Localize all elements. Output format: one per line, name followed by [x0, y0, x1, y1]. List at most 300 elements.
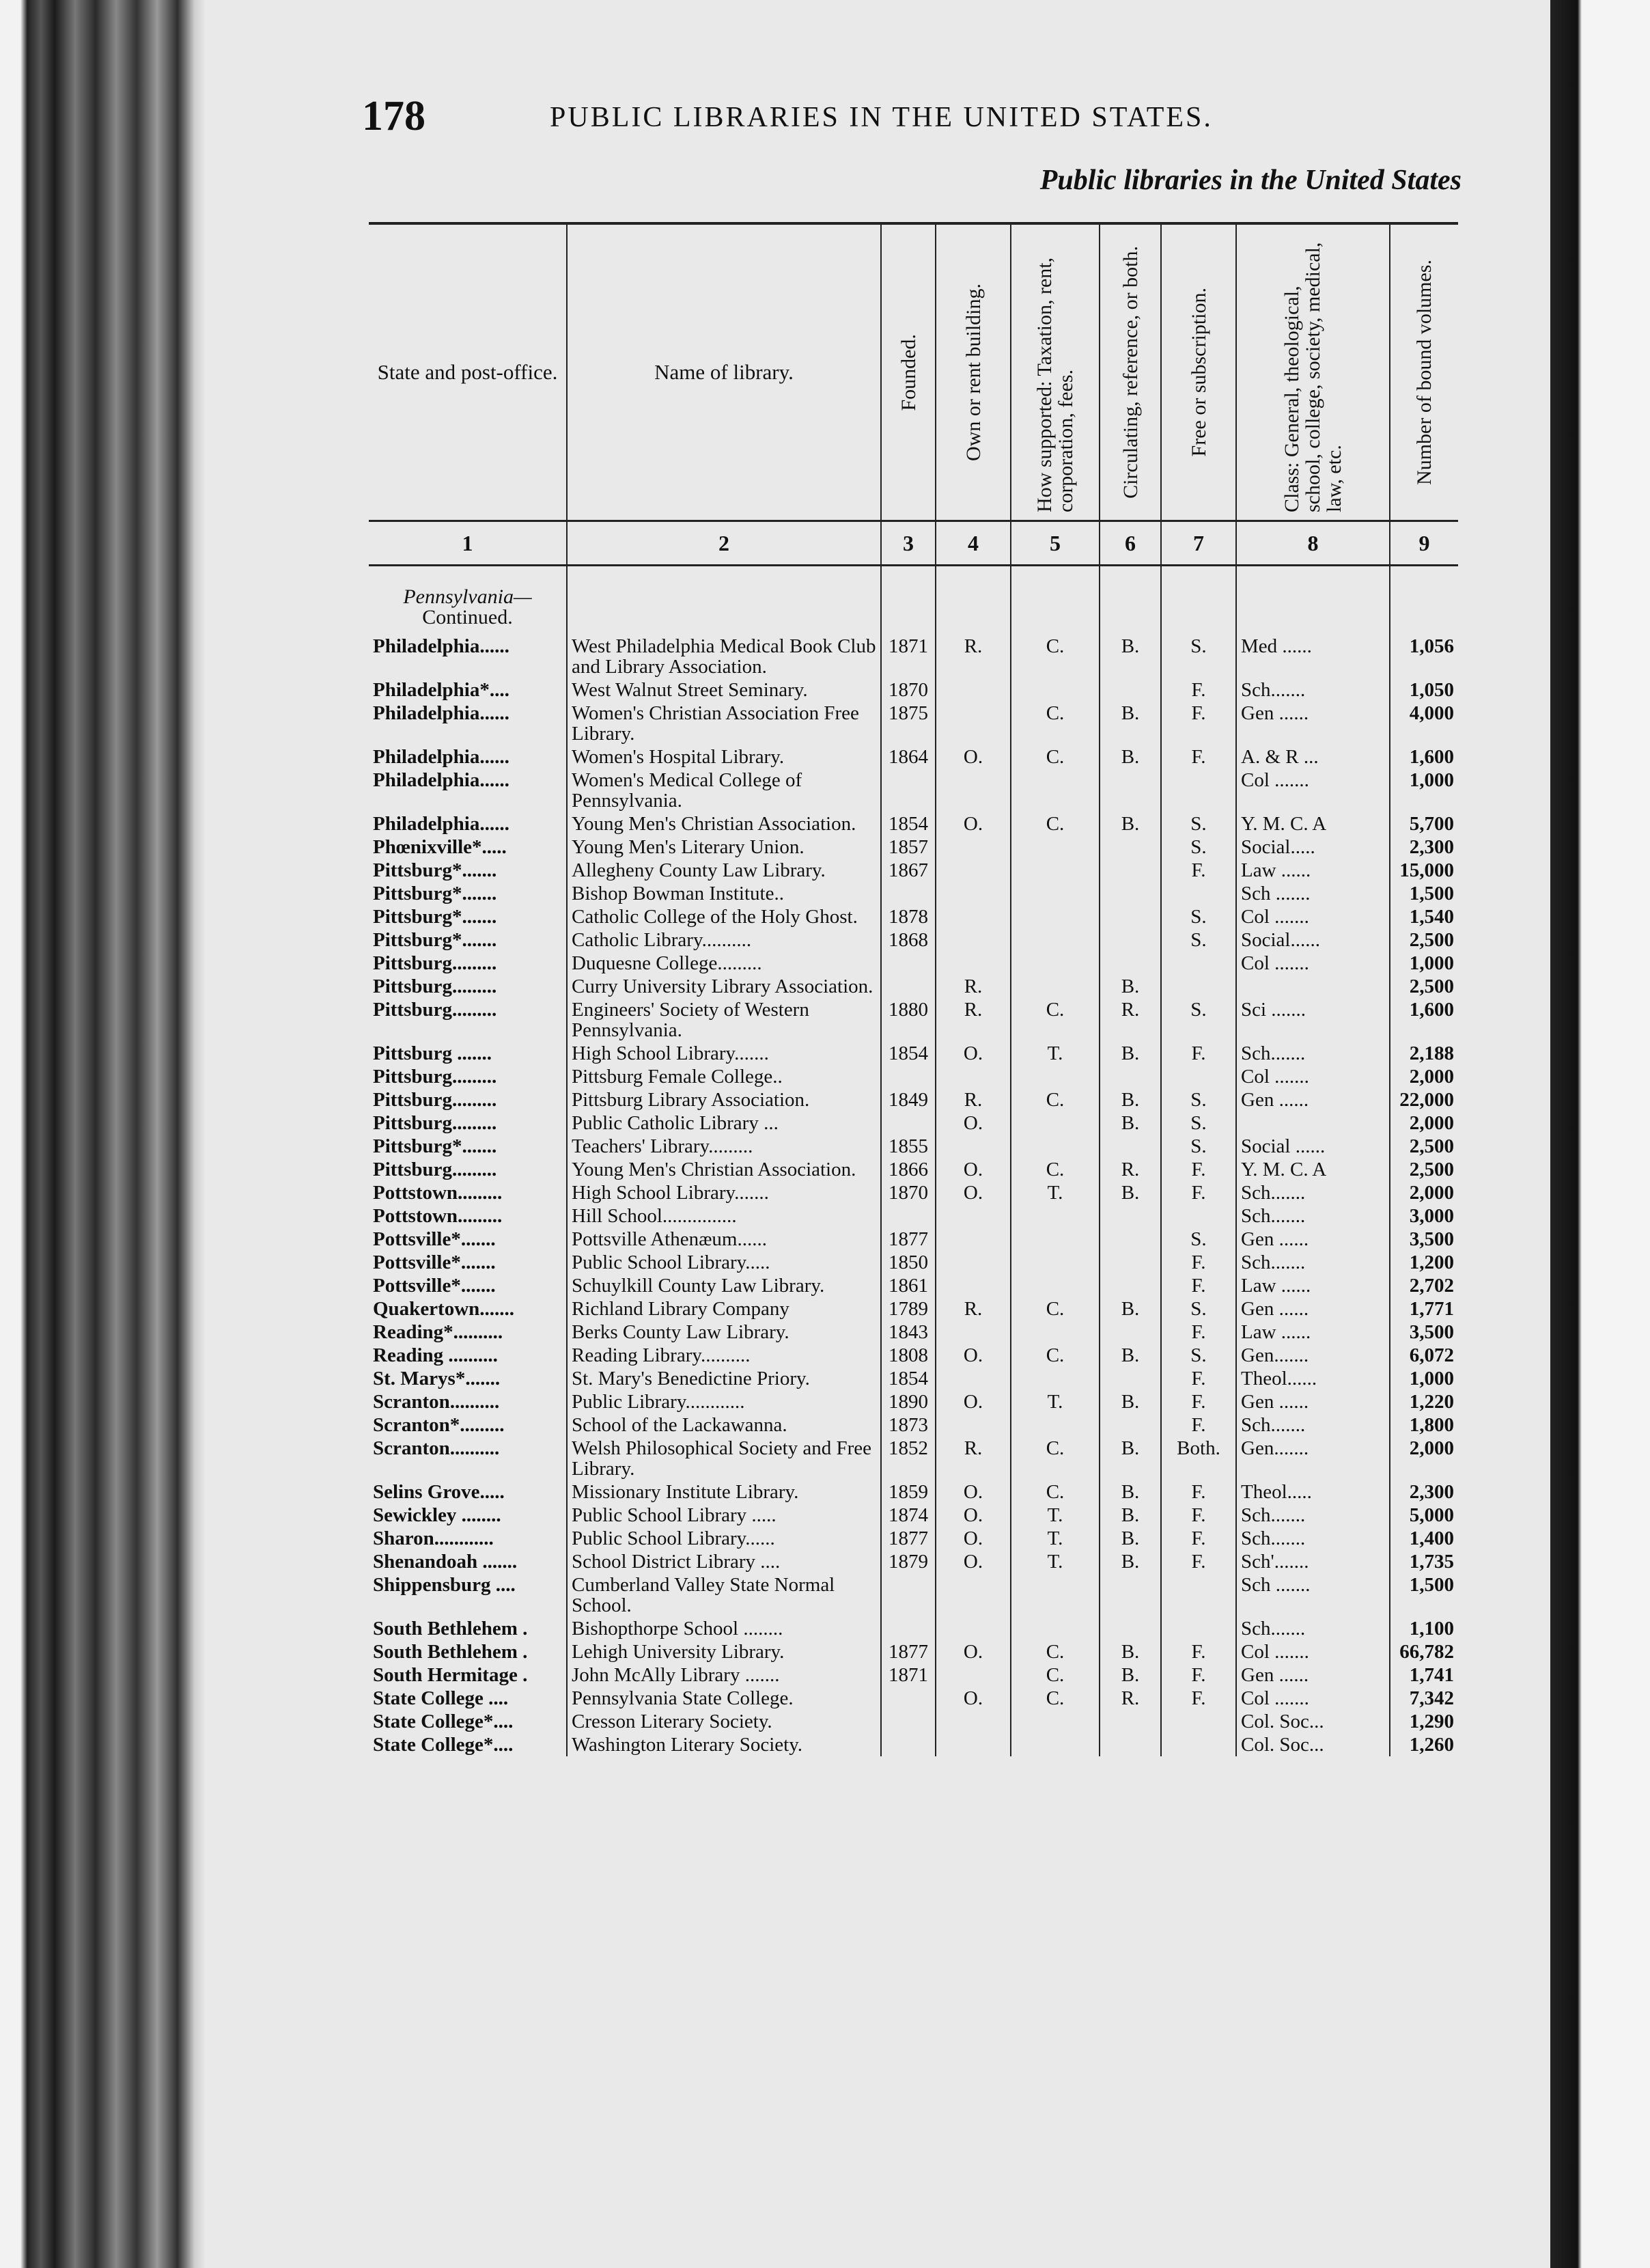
library-name-cell: Washington Literary Society.	[567, 1733, 881, 1756]
building-cell	[936, 702, 1011, 745]
class-cell: Col .......	[1236, 1640, 1390, 1663]
free-cell: F.	[1161, 1181, 1236, 1204]
building-cell: O.	[936, 1181, 1011, 1204]
circulating-cell	[1100, 678, 1161, 702]
table-row	[369, 882, 1458, 905]
building-cell	[936, 1710, 1011, 1733]
building-cell	[936, 928, 1011, 952]
table-row	[369, 1437, 1458, 1480]
post-office-cell: Pittsburg*.......	[373, 929, 497, 951]
post-office-cell: State College*....	[373, 1711, 514, 1732]
circulating-cell: B.	[1100, 1390, 1161, 1413]
class-cell: Sch.......	[1236, 1413, 1390, 1437]
class-cell: Theol......	[1236, 1367, 1390, 1390]
post-office-cell: Pittsburg.........	[373, 976, 497, 997]
building-cell	[936, 1320, 1011, 1344]
class-cell: Sch.......	[1236, 1617, 1390, 1640]
circulating-cell: B.	[1100, 1088, 1161, 1111]
post-office-cell: Pittsburg.........	[373, 1089, 497, 1111]
table-row	[369, 1042, 1458, 1065]
table-row	[369, 1297, 1458, 1320]
post-office-cell: Pittsburg*.......	[373, 1135, 497, 1157]
post-office-cell: South Bethlehem .	[373, 1641, 528, 1663]
library-name-cell: Women's Christian Association Free Library.	[567, 702, 881, 745]
library-name-cell: Bishop Bowman Institute..	[567, 882, 881, 905]
support-cell	[1011, 1573, 1100, 1617]
support-cell	[1011, 975, 1100, 998]
column-number: 5	[1011, 521, 1100, 566]
circulating-cell: R.	[1100, 1158, 1161, 1181]
free-cell: F.	[1161, 678, 1236, 702]
circulating-cell	[1100, 835, 1161, 859]
founded-cell	[881, 1687, 936, 1710]
library-name-cell: Teachers' Library.........	[567, 1135, 881, 1158]
page-number: 178	[362, 93, 425, 139]
table-title: Public libraries in the United States	[1039, 165, 1462, 196]
library-name-cell: St. Mary's Benedictine Priory.	[567, 1367, 881, 1390]
building-cell	[936, 859, 1011, 882]
free-cell	[1161, 1617, 1236, 1640]
volumes-cell: 7,342	[1390, 1687, 1458, 1710]
free-cell: Both.	[1161, 1437, 1236, 1480]
post-office-cell: South Hermitage .	[373, 1664, 528, 1686]
free-cell: F.	[1161, 859, 1236, 882]
column-header-building: Own or rent building.	[936, 223, 1011, 521]
volumes-cell: 2,500	[1390, 1135, 1458, 1158]
building-cell	[936, 769, 1011, 812]
founded-cell: 1854	[881, 812, 936, 835]
free-cell	[1161, 952, 1236, 975]
free-cell: F.	[1161, 1527, 1236, 1550]
class-cell: Gen ......	[1236, 1663, 1390, 1687]
support-cell: C.	[1011, 1297, 1100, 1320]
class-cell: Y. M. C. A	[1236, 812, 1390, 835]
library-name-cell: Allegheny County Law Library.	[567, 859, 881, 882]
post-office-cell: Pittsburg.........	[373, 952, 497, 974]
building-cell: O.	[936, 1111, 1011, 1135]
volumes-cell: 1,200	[1390, 1251, 1458, 1274]
support-cell: C.	[1011, 1088, 1100, 1111]
volumes-cell: 1,220	[1390, 1390, 1458, 1413]
table-row	[369, 1367, 1458, 1390]
volumes-cell: 1,400	[1390, 1527, 1458, 1550]
free-cell: F.	[1161, 1320, 1236, 1344]
library-name-cell: Hill School...............	[567, 1204, 881, 1228]
library-name-cell: Reading Library..........	[567, 1344, 881, 1367]
volumes-cell: 3,500	[1390, 1228, 1458, 1251]
post-office-cell: State College*....	[373, 1734, 514, 1756]
class-cell: Sch'.......	[1236, 1550, 1390, 1573]
column-header-circulating: Circulating, reference, or both.	[1100, 223, 1161, 521]
building-cell: R.	[936, 1088, 1011, 1111]
class-cell: Col .......	[1236, 769, 1390, 812]
circulating-cell	[1100, 905, 1161, 928]
post-office-cell: Shippensburg ....	[373, 1574, 516, 1596]
circulating-cell: B.	[1100, 1663, 1161, 1687]
circulating-cell: B.	[1100, 1344, 1161, 1367]
post-office-cell: Phœnixville*.....	[373, 836, 507, 858]
class-cell: Gen ......	[1236, 1088, 1390, 1111]
post-office-cell: Pottstown.........	[373, 1182, 503, 1204]
table-row	[369, 1390, 1458, 1413]
post-office-cell: Reading ..........	[373, 1344, 498, 1366]
volumes-cell: 1,500	[1390, 882, 1458, 905]
volumes-cell: 1,735	[1390, 1550, 1458, 1573]
support-cell: C.	[1011, 812, 1100, 835]
circulating-cell: B.	[1100, 702, 1161, 745]
column-header-support: How supported: Taxation, rent, corporation, fees.	[1011, 223, 1100, 521]
support-cell	[1011, 1111, 1100, 1135]
section-heading: Pennsylvania— Continued.	[403, 585, 532, 628]
circulating-cell	[1100, 769, 1161, 812]
table-row	[369, 702, 1458, 745]
class-cell: Col. Soc...	[1236, 1710, 1390, 1733]
support-cell: T.	[1011, 1527, 1100, 1550]
volumes-cell: 2,300	[1390, 1480, 1458, 1504]
founded-cell: 1890	[881, 1390, 936, 1413]
volumes-cell: 2,000	[1390, 1437, 1458, 1480]
library-name-cell: Engineers' Society of Western Pennsylvania.	[567, 998, 881, 1042]
circulating-cell: B.	[1100, 745, 1161, 769]
building-cell	[936, 1617, 1011, 1640]
building-cell	[936, 678, 1011, 702]
circulating-cell: R.	[1100, 1687, 1161, 1710]
volumes-cell: 22,000	[1390, 1088, 1458, 1111]
library-name-cell: Catholic Library..........	[567, 928, 881, 952]
circulating-cell: B.	[1100, 1181, 1161, 1204]
free-cell: F.	[1161, 1687, 1236, 1710]
building-cell: R.	[936, 975, 1011, 998]
support-cell	[1011, 1204, 1100, 1228]
post-office-cell: Pittsburg*.......	[373, 859, 497, 881]
free-cell: S.	[1161, 1228, 1236, 1251]
founded-cell	[881, 952, 936, 975]
table-row	[369, 1274, 1458, 1297]
free-cell: F.	[1161, 1640, 1236, 1663]
library-name-cell: Public School Library.....	[567, 1251, 881, 1274]
volumes-cell: 1,260	[1390, 1733, 1458, 1756]
free-cell: F.	[1161, 1413, 1236, 1437]
post-office-cell: Shenandoah .......	[373, 1551, 518, 1573]
volumes-cell: 4,000	[1390, 702, 1458, 745]
building-cell: O.	[936, 1158, 1011, 1181]
class-cell: Law ......	[1236, 1320, 1390, 1344]
volumes-cell: 6,072	[1390, 1344, 1458, 1367]
founded-cell: 1870	[881, 1181, 936, 1204]
circulating-cell: B.	[1100, 1640, 1161, 1663]
support-cell: C.	[1011, 1437, 1100, 1480]
column-header-row	[369, 223, 1458, 521]
post-office-cell: Pottsville*.......	[373, 1275, 496, 1297]
table-row	[369, 1663, 1458, 1687]
free-cell: S.	[1161, 835, 1236, 859]
building-cell: O.	[936, 1344, 1011, 1367]
post-office-cell: State College ....	[373, 1687, 509, 1709]
library-name-cell: Duquesne College.........	[567, 952, 881, 975]
volumes-cell: 1,600	[1390, 745, 1458, 769]
founded-cell: 1877	[881, 1640, 936, 1663]
table-row	[369, 952, 1458, 975]
building-cell	[936, 1135, 1011, 1158]
founded-cell	[881, 1111, 936, 1135]
library-name-cell: Welsh Philosophical Society and Free Library.	[567, 1437, 881, 1480]
volumes-cell: 2,000	[1390, 1065, 1458, 1088]
table-row	[369, 1413, 1458, 1437]
support-cell: C.	[1011, 1640, 1100, 1663]
free-cell: S.	[1161, 1135, 1236, 1158]
support-cell	[1011, 1710, 1100, 1733]
founded-cell: 1789	[881, 1297, 936, 1320]
volumes-cell: 1,100	[1390, 1617, 1458, 1640]
class-cell: Law ......	[1236, 859, 1390, 882]
post-office-cell: Reading*..........	[373, 1321, 503, 1343]
library-name-cell: Cresson Literary Society.	[567, 1710, 881, 1733]
volumes-cell: 15,000	[1390, 859, 1458, 882]
circulating-cell	[1100, 1320, 1161, 1344]
library-name-cell: John McAlly Library .......	[567, 1663, 881, 1687]
support-cell: C.	[1011, 1158, 1100, 1181]
column-header-volumes: Number of bound volumes.	[1390, 223, 1458, 521]
library-name-cell: Catholic College of the Holy Ghost.	[567, 905, 881, 928]
library-name-cell: High School Library.......	[567, 1042, 881, 1065]
free-cell: S.	[1161, 1344, 1236, 1367]
column-number: 6	[1100, 521, 1161, 566]
post-office-cell: Philadelphia......	[373, 635, 509, 657]
building-cell: R.	[936, 1437, 1011, 1480]
free-cell	[1161, 975, 1236, 998]
library-name-cell: Lehigh University Library.	[567, 1640, 881, 1663]
support-cell	[1011, 882, 1100, 905]
circulating-cell: B.	[1100, 1111, 1161, 1135]
building-cell: R.	[936, 1297, 1011, 1320]
circulating-cell	[1100, 1135, 1161, 1158]
post-office-cell: Scranton..........	[373, 1437, 500, 1459]
column-number: 2	[567, 521, 881, 566]
founded-cell: 1874	[881, 1504, 936, 1527]
founded-cell: 1861	[881, 1274, 936, 1297]
post-office-cell: Sewickley ........	[373, 1504, 501, 1526]
volumes-cell: 3,500	[1390, 1320, 1458, 1344]
founded-cell	[881, 975, 936, 998]
volumes-cell: 2,702	[1390, 1274, 1458, 1297]
class-cell: Sch.......	[1236, 1042, 1390, 1065]
table-row	[369, 745, 1458, 769]
support-cell: T.	[1011, 1504, 1100, 1527]
library-name-cell: Pittsburg Library Association.	[567, 1088, 881, 1111]
building-cell	[936, 1274, 1011, 1297]
library-name-cell: Women's Hospital Library.	[567, 745, 881, 769]
free-cell: S.	[1161, 928, 1236, 952]
circulating-cell: B.	[1100, 1297, 1161, 1320]
class-cell: Law ......	[1236, 1274, 1390, 1297]
library-name-cell: School District Library ....	[567, 1550, 881, 1573]
circulating-cell	[1100, 1617, 1161, 1640]
library-name-cell: Young Men's Christian Association.	[567, 812, 881, 835]
support-cell: T.	[1011, 1181, 1100, 1204]
volumes-cell: 3,000	[1390, 1204, 1458, 1228]
circulating-cell: B.	[1100, 1480, 1161, 1504]
post-office-cell: Pittsburg.........	[373, 999, 497, 1021]
class-cell: Social ......	[1236, 1135, 1390, 1158]
post-office-cell: Pottsville*.......	[373, 1251, 496, 1273]
volumes-cell: 1,540	[1390, 905, 1458, 928]
free-cell: F.	[1161, 1158, 1236, 1181]
support-cell	[1011, 1733, 1100, 1756]
founded-cell: 1877	[881, 1527, 936, 1550]
volumes-cell: 2,500	[1390, 975, 1458, 998]
table-row	[369, 1504, 1458, 1527]
post-office-cell: Scranton..........	[373, 1391, 500, 1413]
post-office-cell: Philadelphia*....	[373, 679, 509, 701]
building-cell: O.	[936, 745, 1011, 769]
founded-cell: 1878	[881, 905, 936, 928]
building-cell	[936, 905, 1011, 928]
library-name-cell: High School Library.......	[567, 1181, 881, 1204]
column-header-state: State and post-office.	[369, 223, 567, 521]
founded-cell	[881, 882, 936, 905]
table-row	[369, 1065, 1458, 1088]
column-header-founded: Founded.	[881, 223, 936, 521]
library-name-cell: Schuylkill County Law Library.	[567, 1274, 881, 1297]
column-number: 4	[936, 521, 1011, 566]
table-row	[369, 1480, 1458, 1504]
class-cell	[1236, 975, 1390, 998]
library-name-cell: Curry University Library Association.	[567, 975, 881, 998]
section-row	[369, 566, 1458, 635]
table-row	[369, 1344, 1458, 1367]
circulating-cell	[1100, 928, 1161, 952]
support-cell	[1011, 1065, 1100, 1088]
volumes-cell: 2,300	[1390, 835, 1458, 859]
library-name-cell: Richland Library Company	[567, 1297, 881, 1320]
volumes-cell: 1,771	[1390, 1297, 1458, 1320]
library-name-cell: Berks County Law Library.	[567, 1320, 881, 1344]
circulating-cell: B.	[1100, 1504, 1161, 1527]
founded-cell: 1859	[881, 1480, 936, 1504]
circulating-cell	[1100, 1274, 1161, 1297]
table-row	[369, 1710, 1458, 1733]
class-cell: Col .......	[1236, 1065, 1390, 1088]
founded-cell	[881, 1617, 936, 1640]
table-row	[369, 998, 1458, 1042]
column-number: 1	[369, 521, 567, 566]
founded-cell: 1843	[881, 1320, 936, 1344]
library-name-cell: Missionary Institute Library.	[567, 1480, 881, 1504]
volumes-cell: 2,500	[1390, 1158, 1458, 1181]
volumes-cell: 66,782	[1390, 1640, 1458, 1663]
class-cell: Gen ......	[1236, 1228, 1390, 1251]
support-cell	[1011, 905, 1100, 928]
free-cell: S.	[1161, 905, 1236, 928]
library-name-cell: Pottsville Athenæum......	[567, 1228, 881, 1251]
free-cell: F.	[1161, 1480, 1236, 1504]
library-name-cell: Public School Library .....	[567, 1504, 881, 1527]
founded-cell: 1857	[881, 835, 936, 859]
circulating-cell: B.	[1100, 812, 1161, 835]
support-cell: T.	[1011, 1390, 1100, 1413]
post-office-cell: Pottsville*.......	[373, 1228, 496, 1250]
support-cell	[1011, 678, 1100, 702]
founded-cell: 1873	[881, 1413, 936, 1437]
circulating-cell: B.	[1100, 1437, 1161, 1480]
free-cell: F.	[1161, 1390, 1236, 1413]
table-row	[369, 1573, 1458, 1617]
circulating-cell	[1100, 1065, 1161, 1088]
circulating-cell	[1100, 1204, 1161, 1228]
free-cell: S.	[1161, 1111, 1236, 1135]
class-cell: Social.....	[1236, 835, 1390, 859]
founded-cell: 1866	[881, 1158, 936, 1181]
support-cell	[1011, 1228, 1100, 1251]
post-office-cell: Pittsburg*.......	[373, 906, 497, 928]
building-cell: O.	[936, 1480, 1011, 1504]
free-cell: F.	[1161, 745, 1236, 769]
support-cell: C.	[1011, 702, 1100, 745]
free-cell: S.	[1161, 635, 1236, 678]
founded-cell: 1849	[881, 1088, 936, 1111]
column-number-row	[369, 521, 1458, 566]
volumes-cell: 1,800	[1390, 1413, 1458, 1437]
table-row	[369, 1617, 1458, 1640]
building-cell: R.	[936, 998, 1011, 1042]
building-cell	[936, 1367, 1011, 1390]
library-name-cell: Public Catholic Library ...	[567, 1111, 881, 1135]
table-row	[369, 1251, 1458, 1274]
post-office-cell: Pittsburg .......	[373, 1042, 492, 1064]
building-cell	[936, 1733, 1011, 1756]
building-cell	[936, 1204, 1011, 1228]
building-cell: O.	[936, 1640, 1011, 1663]
circulating-cell	[1100, 1413, 1161, 1437]
table-row	[369, 1111, 1458, 1135]
post-office-cell: Pittsburg.........	[373, 1112, 497, 1134]
founded-cell: 1879	[881, 1550, 936, 1573]
library-name-cell: Public School Library......	[567, 1527, 881, 1550]
support-cell	[1011, 952, 1100, 975]
building-cell	[936, 1663, 1011, 1687]
free-cell: S.	[1161, 998, 1236, 1042]
free-cell: F.	[1161, 1550, 1236, 1573]
class-cell: Social......	[1236, 928, 1390, 952]
class-cell: Theol.....	[1236, 1480, 1390, 1504]
founded-cell: 1870	[881, 678, 936, 702]
class-cell: Sch .......	[1236, 1573, 1390, 1617]
page	[205, 0, 1550, 2268]
support-cell	[1011, 1413, 1100, 1437]
building-cell	[936, 952, 1011, 975]
building-cell: R.	[936, 635, 1011, 678]
support-cell: T.	[1011, 1042, 1100, 1065]
class-cell: Gen ......	[1236, 702, 1390, 745]
table-row	[369, 1733, 1458, 1756]
post-office-cell: Pottstown.........	[373, 1205, 503, 1227]
class-cell: Sch.......	[1236, 678, 1390, 702]
free-cell: F.	[1161, 1274, 1236, 1297]
free-cell: S.	[1161, 1088, 1236, 1111]
column-number: 7	[1161, 521, 1236, 566]
class-cell: Gen ......	[1236, 1390, 1390, 1413]
founded-cell: 1850	[881, 1251, 936, 1274]
support-cell	[1011, 859, 1100, 882]
table-row	[369, 975, 1458, 998]
volumes-cell: 2,000	[1390, 1181, 1458, 1204]
class-cell: Sch .......	[1236, 882, 1390, 905]
column-number: 9	[1390, 521, 1458, 566]
free-cell: F.	[1161, 702, 1236, 745]
table-row	[369, 678, 1458, 702]
founded-cell	[881, 769, 936, 812]
class-cell: Sch.......	[1236, 1527, 1390, 1550]
